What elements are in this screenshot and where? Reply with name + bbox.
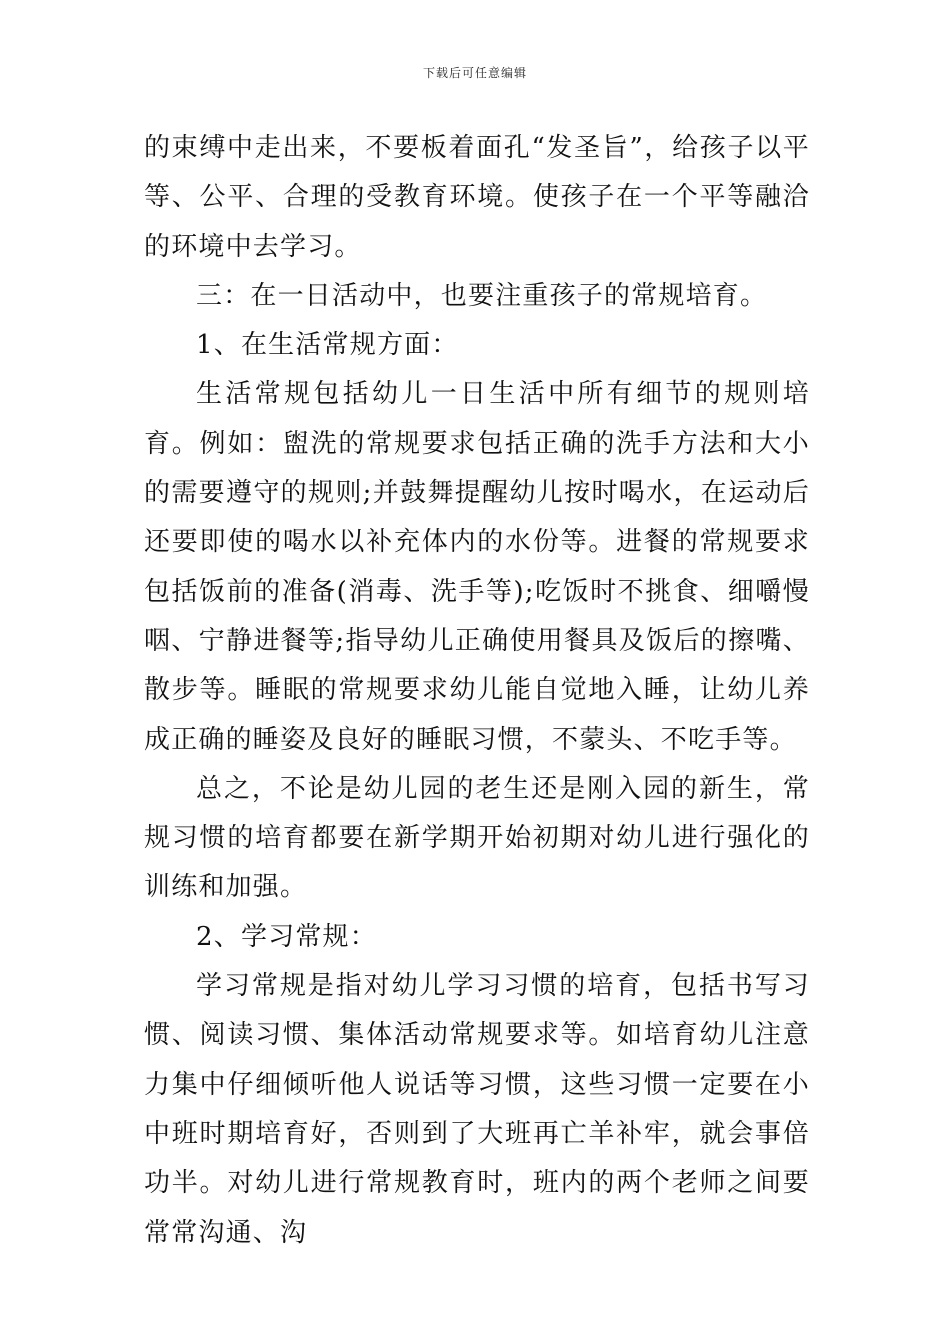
document-body bbox=[144, 124, 810, 1258]
paragraph: 的束缚中走出来，不要板着面孔“发圣旨”，给孩子以平等、公平、合理的受教育环境。使孩子在一个平等融洽的环境中去学习。 bbox=[144, 133, 810, 262]
section-heading: 三：在一日活动中，也要注重孩子的常规培育。 bbox=[196, 280, 768, 311]
paragraph: 总之，不论是幼儿园的老生还是刚入园的新生，常规习惯的培育都要在新学期开始初期对幼儿进行强化的训练和加强。 bbox=[144, 773, 810, 903]
subsection-heading: 2、学习常规： bbox=[196, 921, 377, 952]
paragraph: 学习常规是指对幼儿学习习惯的培育，包括书写习惯、阅读习惯、集体活动常规要求等。如培育幼儿注意力集中仔细倾听他人说话等习惯，这些习惯一定要在小中班时期培育好，否则到了大班再亡羊补牢，就会事倍功半。对幼儿进行常规教育时，班内的两个老师之间要常常沟通、沟 bbox=[144, 971, 810, 1248]
header-note: 下载后可任意编辑 bbox=[422, 66, 527, 80]
paragraph: 生活常规包括幼儿一日生活中所有细节的规则培育。例如：盥洗的常规要求包括正确的洗手方法和大小的需要遵守的规则;并鼓舞提醒幼儿按时喝水，在运动后还要即使的喝水以补充体内的水份等。进餐的常规要求包括饭前的准备(消毒、洗手等);吃饭时不挑食、细嚼慢咽、宁静进餐等;指导幼儿正确使用餐具及饭后的擦嘴、散步等。睡眠的常规要求幼儿能自觉地入睡，让幼儿养成正确的睡姿及良好的睡眠习惯，不蒙头、不吃手等。 bbox=[144, 379, 810, 755]
subsection-heading: 1、在生活常规方面： bbox=[196, 330, 459, 361]
